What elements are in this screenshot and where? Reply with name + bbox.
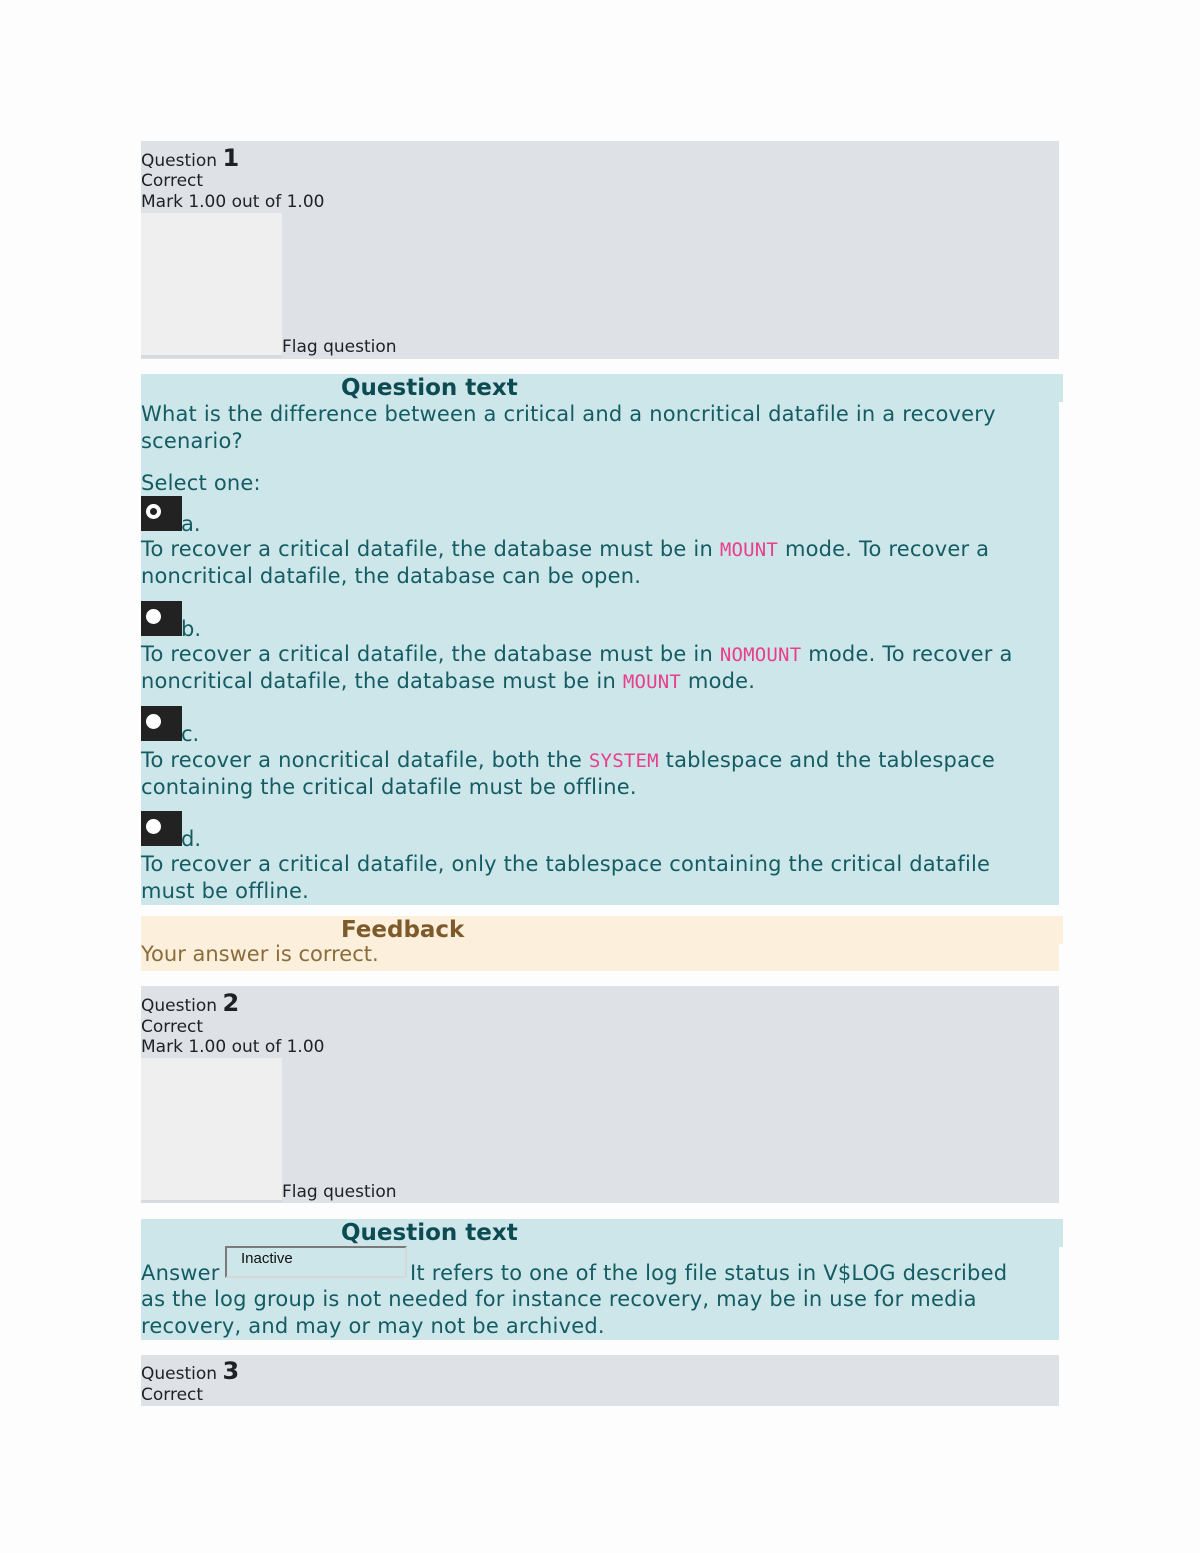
flag-question-1-toggle[interactable]: [141, 213, 282, 358]
option-b-text: mode.: [681, 669, 756, 693]
radio-unselected-icon: [146, 819, 161, 834]
option-a-text: mode. To recover a: [778, 537, 990, 561]
option-b-text-line1[interactable]: [141, 641, 1013, 669]
answer-input[interactable]: Inactive: [225, 1246, 407, 1278]
option-c-letter: c.: [181, 722, 200, 746]
option-c-radio[interactable]: [141, 706, 182, 741]
question-label: Question: [141, 996, 218, 1016]
question-3-state: Correct: [141, 1385, 204, 1405]
option-a-radio[interactable]: [141, 496, 182, 531]
question-2-info: [141, 986, 1059, 1203]
option-b-letter: b.: [181, 617, 202, 641]
option-a-code: MOUNT: [719, 539, 779, 561]
option-c-text: containing the critical datafile must be offline.: [141, 775, 637, 799]
option-b-code: NOMOUNT: [719, 644, 802, 666]
question-2-grade: Mark 1.00 out of 1.00: [141, 1037, 325, 1057]
question-1-formulation: [141, 374, 1059, 905]
question-number: 3: [222, 1357, 240, 1385]
option-a-letter: a.: [181, 512, 201, 536]
option-c-text-line1[interactable]: [141, 747, 995, 775]
question-number: 1: [222, 144, 240, 172]
flag-question-2-toggle[interactable]: [141, 1058, 282, 1203]
option-b-text: To recover a critical datafile, the database must be in: [141, 642, 720, 666]
option-d-letter: d.: [181, 827, 202, 851]
option-a-text-line2[interactable]: [141, 563, 641, 590]
question-2-text-heading: Question text: [339, 1219, 1063, 1247]
question-2-number: [141, 989, 239, 1017]
question-1-grade: Mark 1.00 out of 1.00: [141, 192, 325, 212]
question-1-text-line2: scenario?: [141, 429, 243, 453]
option-a-text-line1[interactable]: [141, 536, 989, 564]
question-1-text-line1: What is the difference between a critical and a noncritical datafile in a recovery: [141, 402, 996, 426]
question-2-text-line1: It refers to one of the log file status in V$LOG described: [410, 1261, 1008, 1285]
option-b-code: MOUNT: [622, 671, 682, 693]
option-d-radio[interactable]: [141, 811, 182, 846]
question-2-text-line3: recovery, and may or may not be archived.: [141, 1314, 605, 1338]
option-d-text: must be offline.: [141, 879, 309, 903]
question-1-text-heading: Question text: [339, 374, 1063, 402]
question-1-number: [141, 144, 239, 172]
option-c-text: To recover a noncritical datafile, both the: [141, 748, 589, 772]
radio-selected-icon: [146, 504, 161, 519]
question-2-state: Correct: [141, 1017, 204, 1037]
question-3-number: [141, 1357, 239, 1385]
question-label: Question: [141, 151, 218, 171]
question-2-text-line2: as the log group is not needed for instance recovery, may be in use for media: [141, 1287, 977, 1311]
option-a-text: noncritical datafile, the database can be open.: [141, 564, 642, 588]
option-d-text-line2[interactable]: [141, 878, 309, 905]
question-1-state: Correct: [141, 171, 204, 191]
question-3-info: [141, 1355, 1059, 1406]
option-c-text-line2[interactable]: [141, 774, 637, 801]
answer-label: Answer: [141, 1261, 220, 1285]
question-number: 2: [222, 989, 240, 1017]
option-b-text: mode. To recover a: [801, 642, 1013, 666]
radio-unselected-icon: [146, 714, 161, 729]
option-d-text: To recover a critical datafile, only the tablespace containing the critical datafile: [141, 852, 991, 876]
option-b-text: noncritical datafile, the database must be in: [141, 669, 623, 693]
option-c-text: tablespace and the tablespace: [658, 748, 996, 772]
option-d-text-line1[interactable]: [141, 851, 990, 878]
select-one-prompt: Select one:: [141, 471, 261, 495]
option-a-text: To recover a critical datafile, the database must be in: [141, 537, 720, 561]
question-1-info: [141, 141, 1059, 359]
feedback-text: Your answer is correct.: [141, 942, 379, 966]
flag-question-1-label[interactable]: Flag question: [282, 337, 397, 357]
option-b-text-line2[interactable]: [141, 668, 755, 696]
option-c-code: SYSTEM: [588, 750, 659, 772]
feedback-heading: Feedback: [339, 916, 1063, 944]
question-label: Question: [141, 1364, 218, 1384]
option-b-radio[interactable]: [141, 601, 182, 636]
question-1-feedback: [141, 916, 1059, 971]
question-2-formulation: [141, 1219, 1059, 1340]
flag-question-2-label[interactable]: Flag question: [282, 1182, 397, 1202]
radio-unselected-icon: [146, 609, 161, 624]
